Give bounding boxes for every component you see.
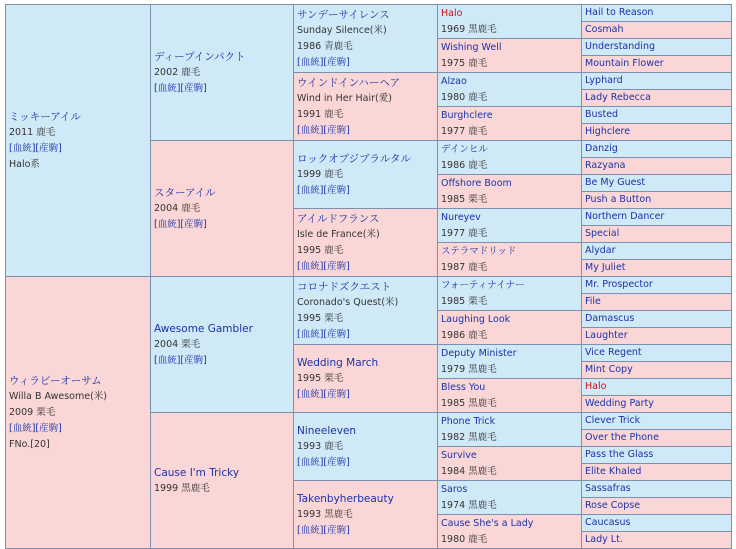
horse-name-link[interactable]: Deputy Minister: [441, 347, 517, 359]
gen5-cell: [582, 328, 732, 345]
birth-year: 1982: [441, 431, 466, 443]
offspring-link[interactable]: [産駒]: [180, 218, 207, 230]
birth-year: 1986: [297, 40, 322, 52]
pedigree-link[interactable]: [血統]: [154, 82, 181, 94]
birth-year-coat: [441, 22, 581, 38]
horse-name-link[interactable]: Over the Phone: [585, 432, 659, 443]
birth-year-coat: [441, 532, 581, 548]
alt-name: Sunday Silence(米): [297, 24, 387, 36]
birth-year-coat: [441, 90, 581, 106]
horse-name-link[interactable]: Be My Guest: [585, 177, 646, 188]
coat-color: 黒鹿毛: [324, 508, 353, 520]
pedigree-links: [297, 327, 437, 343]
birth-year: 1985: [441, 397, 466, 409]
horse-name-link[interactable]: ディープインパクト: [154, 50, 246, 63]
birth-year: 1993: [297, 440, 322, 452]
horse-name-link[interactable]: Laughing Look: [441, 313, 511, 325]
gen5-cell: [582, 107, 732, 124]
horse-name-link[interactable]: Rose Copse: [585, 500, 641, 511]
gen1-cell: [6, 277, 151, 549]
coat-color: 黒鹿毛: [468, 499, 497, 511]
horse-name-link[interactable]: Takenbyherbeauty: [297, 492, 394, 505]
coat-color: 黒鹿毛: [468, 23, 497, 35]
pedigree-link[interactable]: [血統]: [9, 142, 36, 154]
horse-name-link[interactable]: Offshore Boom: [441, 177, 512, 189]
horse-name-link[interactable]: Vice Regent: [585, 347, 642, 358]
offspring-link[interactable]: [産駒]: [323, 260, 350, 272]
pedigree-link[interactable]: [血統]: [154, 354, 181, 366]
horse-name-link[interactable]: Lady Rebecca: [585, 92, 651, 103]
birth-year: 2009: [9, 406, 34, 418]
horse-name-link[interactable]: Hail to Reason: [585, 7, 654, 18]
coat-color: 鹿毛: [468, 91, 488, 103]
birth-year: 1979: [441, 363, 466, 375]
gen5-cell: [582, 209, 732, 226]
birth-year: 1985: [441, 193, 466, 205]
horse-name-link[interactable]: Awesome Gambler: [154, 322, 253, 335]
birth-year-coat: [297, 39, 437, 55]
coat-color: 鹿毛: [468, 125, 488, 137]
coat-color: 栗毛: [468, 193, 488, 205]
pedigree-link[interactable]: [血統]: [297, 328, 324, 340]
birth-year: 1974: [441, 499, 466, 511]
horse-name-link[interactable]: Survive: [441, 449, 477, 461]
birth-year: 1969: [441, 23, 466, 35]
horse-name-link[interactable]: Laughter: [585, 330, 628, 341]
gen4-cell: [438, 39, 582, 73]
gen5-cell: [582, 277, 732, 294]
pedigree-links: [297, 455, 437, 471]
birth-year-coat: [441, 362, 581, 378]
pedigree-links: [297, 523, 437, 539]
horse-name-link[interactable]: ウィラビーオーサム: [9, 374, 102, 387]
alt-name: Coronado's Quest(米): [297, 296, 399, 308]
birth-year-coat: [441, 498, 581, 514]
coat-color: 栗毛: [324, 372, 344, 384]
gen4-cell: [438, 277, 582, 311]
coat-color: 鹿毛: [324, 108, 344, 120]
horse-name-link[interactable]: Lyphard: [585, 75, 623, 86]
gen5-cell: [582, 243, 732, 260]
horse-name-link[interactable]: Elite Khaled: [585, 466, 642, 477]
horse-name-link[interactable]: Cause I'm Tricky: [154, 466, 240, 479]
horse-name-link[interactable]: Razyana: [585, 160, 626, 171]
offspring-link[interactable]: [産駒]: [180, 354, 207, 366]
gen5-cell: [582, 5, 732, 22]
coat-color: 鹿毛: [468, 57, 488, 69]
gen5-cell: [582, 396, 732, 413]
gen5-cell: [582, 498, 732, 515]
offspring-link[interactable]: [産駒]: [323, 184, 350, 196]
horse-name-link[interactable]: Sassafras: [585, 483, 631, 494]
birth-year-coat: [441, 294, 581, 310]
birth-year: 2004: [154, 338, 179, 350]
birth-year: 1984: [441, 465, 466, 477]
gen2-cell: [151, 413, 294, 549]
gen4-cell: [438, 73, 582, 107]
alt-name: Wind in Her Hair(愛): [297, 92, 392, 104]
pedigree-link[interactable]: [血統]: [297, 56, 324, 68]
gen3-cell: [294, 413, 438, 481]
gen4-cell: [438, 311, 582, 345]
birth-year-coat: [441, 328, 581, 344]
birth-year-coat: [441, 124, 581, 140]
birth-year-coat: [441, 260, 581, 276]
horse-name-link[interactable]: Pass the Glass: [585, 449, 654, 460]
offspring-link[interactable]: [産駒]: [323, 388, 350, 400]
pedigree-links: [297, 387, 437, 403]
coat-color: 黒鹿毛: [181, 482, 210, 494]
offspring-link[interactable]: [産駒]: [323, 56, 350, 68]
gen5-cell: [582, 226, 732, 243]
alt-name: Willa B Awesome(米): [9, 390, 107, 402]
birth-year: 1995: [297, 312, 322, 324]
horse-name-link[interactable]: Mountain Flower: [585, 58, 664, 69]
birth-year: 1977: [441, 227, 466, 239]
horse-name-link[interactable]: Cause She's a Lady: [441, 517, 534, 529]
gen4-cell: [438, 447, 582, 481]
pedigree-row: [6, 5, 732, 22]
birth-year: 1977: [441, 125, 466, 137]
gen5-cell: [582, 345, 732, 362]
horse-name-link[interactable]: Lady Lt.: [585, 534, 623, 545]
horse-name-link[interactable]: ウインドインハーヘア: [297, 76, 401, 89]
coat-color: 栗毛: [468, 295, 488, 307]
pedigree-links: [9, 421, 150, 437]
horse-name-link[interactable]: Saros: [441, 483, 468, 495]
gen5-cell: [582, 141, 732, 158]
gen5-cell: [582, 56, 732, 73]
offspring-link[interactable]: [産駒]: [323, 524, 350, 536]
horse-name-link[interactable]: Highclere: [585, 126, 631, 137]
coat-color: 鹿毛: [181, 202, 201, 214]
pedigree-link[interactable]: [血統]: [297, 124, 324, 136]
coat-color: 鹿毛: [468, 533, 488, 545]
horse-name-link[interactable]: コロナドズクエスト: [297, 280, 392, 293]
horse-name-link[interactable]: Halo: [585, 381, 607, 392]
horse-name-link[interactable]: Nureyev: [441, 211, 481, 223]
horse-name-link[interactable]: File: [585, 296, 601, 307]
gen5-cell: [582, 192, 732, 209]
pedigree-link[interactable]: [血統]: [9, 422, 36, 434]
birth-year-coat: [441, 192, 581, 208]
horse-name-link[interactable]: サンデーサイレンス: [297, 8, 390, 21]
birth-year: 2004: [154, 202, 179, 214]
horse-name-link[interactable]: Burghclere: [441, 109, 493, 121]
pedigree-links: [154, 353, 293, 369]
birth-year-coat: [154, 65, 293, 81]
horse-name-link[interactable]: ミッキーアイル: [9, 110, 81, 123]
coat-color: 鹿毛: [36, 126, 56, 138]
coat-color: 黒鹿毛: [468, 397, 497, 409]
birth-year-coat: [441, 56, 581, 72]
birth-year: 1980: [441, 533, 466, 545]
gen1-cell: [6, 5, 151, 277]
gen4-cell: [438, 141, 582, 175]
birth-year-coat: [297, 107, 437, 123]
pedigree-links: [154, 217, 293, 233]
gen4-cell: [438, 107, 582, 141]
gen5-cell: [582, 124, 732, 141]
coat-color: 鹿毛: [468, 261, 488, 273]
birth-year-coat: [9, 405, 150, 421]
lineage-note: FNo.[20]: [9, 438, 50, 450]
birth-year-coat: [9, 125, 150, 141]
gen5-cell: [582, 447, 732, 464]
horse-name-link[interactable]: Nineeleven: [297, 424, 357, 437]
pedigree-links: [9, 141, 150, 157]
horse-name-link[interactable]: フォーティナイナー: [441, 279, 525, 291]
gen3-cell: [294, 345, 438, 413]
coat-color: 黒鹿毛: [468, 465, 497, 477]
coat-color: 鹿毛: [468, 329, 488, 341]
gen2-cell: [151, 5, 294, 141]
birth-year-coat: [154, 201, 293, 217]
gen5-cell: [582, 158, 732, 175]
horse-name-link[interactable]: Wedding Party: [585, 398, 654, 409]
gen5-cell: [582, 362, 732, 379]
gen4-cell: [438, 481, 582, 515]
horse-name-link[interactable]: Damascus: [585, 313, 635, 324]
horse-name-link[interactable]: Cosmah: [585, 24, 624, 35]
horse-name-link[interactable]: ステラマドリッド: [441, 245, 517, 257]
pedigree-links: [297, 123, 437, 139]
coat-color: 鹿毛: [324, 244, 344, 256]
offspring-link[interactable]: [産駒]: [35, 422, 62, 434]
birth-year: 1980: [441, 91, 466, 103]
birth-year: 2002: [154, 66, 179, 78]
coat-color: 青鹿毛: [324, 40, 353, 52]
birth-year: 2011: [9, 126, 34, 138]
offspring-link[interactable]: [産駒]: [180, 82, 207, 94]
horse-name-link[interactable]: Wishing Well: [441, 41, 502, 53]
gen4-cell: [438, 243, 582, 277]
horse-name-link[interactable]: Mr. Prospector: [585, 279, 653, 290]
birth-year-coat: [297, 243, 437, 259]
gen4-cell: [438, 515, 582, 549]
gen5-cell: [582, 464, 732, 481]
coat-color: 栗毛: [181, 338, 201, 350]
horse-name-link[interactable]: Mint Copy: [585, 364, 633, 375]
coat-color: 栗毛: [324, 312, 344, 324]
offspring-link[interactable]: [産駒]: [323, 328, 350, 340]
horse-name-link[interactable]: Busted: [585, 109, 619, 120]
gen3-cell: [294, 209, 438, 277]
pedigree-links: [297, 183, 437, 199]
gen4-cell: [438, 345, 582, 379]
pedigree-link[interactable]: [血統]: [297, 524, 324, 536]
coat-color: 鹿毛: [324, 168, 344, 180]
birth-year: 1993: [297, 508, 322, 520]
horse-name-link[interactable]: Wedding March: [297, 356, 379, 369]
pedigree-row: [6, 277, 732, 294]
gen5-cell: [582, 379, 732, 396]
gen5-cell: [582, 413, 732, 430]
gen3-cell: [294, 73, 438, 141]
birth-year-coat: [297, 311, 437, 327]
coat-color: 黒鹿毛: [468, 363, 497, 375]
gen3-cell: [294, 277, 438, 345]
pedigree-links: [297, 55, 437, 71]
gen5-cell: [582, 430, 732, 447]
coat-color: 鹿毛: [324, 440, 344, 452]
horse-name-link[interactable]: Bless You: [441, 381, 486, 393]
birth-year-coat: [441, 226, 581, 242]
birth-year-coat: [441, 430, 581, 446]
horse-name-link[interactable]: ロックオブジブラルタル: [297, 152, 411, 165]
gen5-cell: [582, 481, 732, 498]
gen5-cell: [582, 39, 732, 56]
gen5-cell: [582, 90, 732, 107]
lineage-note: Halo系: [9, 158, 40, 170]
coat-color: 鹿毛: [468, 159, 488, 171]
gen5-cell: [582, 22, 732, 39]
gen5-cell: [582, 532, 732, 549]
offspring-link[interactable]: [産駒]: [35, 142, 62, 154]
birth-year: 1991: [297, 108, 322, 120]
offspring-link[interactable]: [産駒]: [323, 124, 350, 136]
gen2-cell: [151, 141, 294, 277]
birth-year-coat: [441, 396, 581, 412]
horse-name-link[interactable]: Alzao: [441, 75, 467, 87]
gen4-cell: [438, 209, 582, 243]
birth-year-coat: [297, 371, 437, 387]
gen5-cell: [582, 311, 732, 328]
coat-color: 鹿毛: [468, 227, 488, 239]
birth-year: 1986: [441, 329, 466, 341]
gen3-cell: [294, 481, 438, 549]
horse-name-link[interactable]: Understanding: [585, 41, 655, 52]
horse-name-link[interactable]: Northern Dancer: [585, 211, 665, 222]
birth-year: 1995: [297, 372, 322, 384]
birth-year: 1999: [297, 168, 322, 180]
birth-year: 1987: [441, 261, 466, 273]
coat-color: 黒鹿毛: [468, 431, 497, 443]
birth-year: 1975: [441, 57, 466, 69]
horse-name-link[interactable]: Caucasus: [585, 517, 631, 528]
gen5-cell: [582, 175, 732, 192]
pedigree-link[interactable]: [血統]: [297, 388, 324, 400]
coat-color: 栗毛: [36, 406, 56, 418]
birth-year: 1985: [441, 295, 466, 307]
alt-name: Isle de France(米): [297, 228, 380, 240]
birth-year-coat: [297, 439, 437, 455]
birth-year: 1999: [154, 482, 179, 494]
birth-year: 1986: [441, 159, 466, 171]
pedigree-link[interactable]: [血統]: [154, 218, 181, 230]
birth-year-coat: [297, 167, 437, 183]
birth-year-coat: [441, 464, 581, 480]
horse-name-link[interactable]: My Juliet: [585, 262, 626, 273]
gen5-cell: [582, 294, 732, 311]
horse-name-link[interactable]: Special: [585, 228, 620, 239]
pedigree-table: [5, 4, 732, 549]
horse-name-link[interactable]: Danzig: [585, 143, 618, 154]
birth-year-coat: [154, 481, 293, 497]
pedigree-link[interactable]: [血統]: [297, 260, 324, 272]
offspring-link[interactable]: [産駒]: [323, 456, 350, 468]
gen3-cell: [294, 141, 438, 209]
pedigree-link[interactable]: [血統]: [297, 456, 324, 468]
gen4-cell: [438, 5, 582, 39]
horse-name-link[interactable]: アイルドフランス: [297, 212, 380, 225]
horse-name-link[interactable]: Halo: [441, 7, 463, 19]
gen4-cell: [438, 413, 582, 447]
birth-year: 1995: [297, 244, 322, 256]
pedigree-links: [297, 259, 437, 275]
horse-name-link[interactable]: デインヒル: [441, 143, 488, 155]
horse-name-link[interactable]: Alydar: [585, 245, 616, 256]
birth-year-coat: [154, 337, 293, 353]
gen4-cell: [438, 175, 582, 209]
birth-year-coat: [297, 507, 437, 523]
horse-name-link[interactable]: スターアイル: [154, 186, 216, 199]
gen5-cell: [582, 73, 732, 90]
gen2-cell: [151, 277, 294, 413]
gen5-cell: [582, 515, 732, 532]
gen5-cell: [582, 260, 732, 277]
pedigree-link[interactable]: [血統]: [297, 184, 324, 196]
horse-name-link[interactable]: Clever Trick: [585, 415, 641, 426]
pedigree-body: [6, 5, 732, 549]
birth-year-coat: [441, 158, 581, 174]
coat-color: 鹿毛: [181, 66, 201, 78]
horse-name-link[interactable]: Phone Trick: [441, 415, 496, 427]
gen4-cell: [438, 379, 582, 413]
pedigree-links: [154, 81, 293, 97]
gen3-cell: [294, 5, 438, 73]
horse-name-link[interactable]: Push a Button: [585, 194, 652, 205]
